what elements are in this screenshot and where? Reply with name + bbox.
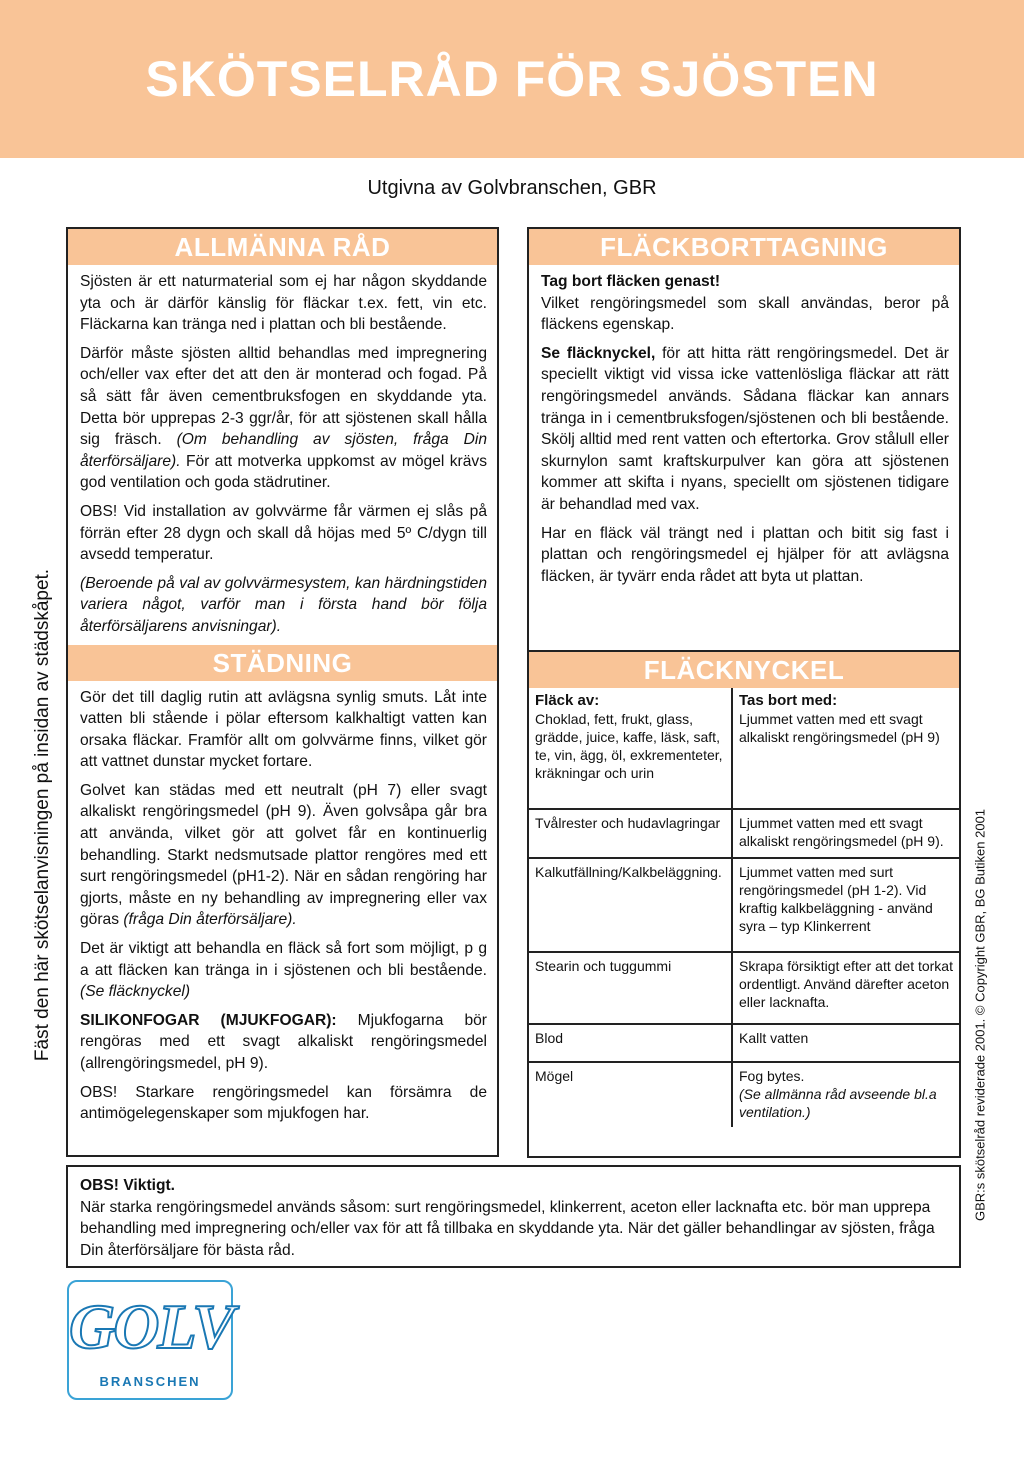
side-note-left-text: Fäst den här skötselanvisningen på insidan av städskåpet. bbox=[32, 568, 53, 1062]
paragraph-bold: SILIKONFOGAR (MJUKFOGAR): bbox=[80, 1011, 337, 1029]
section-heading-flackborttagning: FLÄCKBORTTAGNING bbox=[529, 229, 959, 265]
table-row bbox=[529, 1062, 959, 1127]
allmanna-rad-body bbox=[68, 265, 497, 638]
stadning-paragraph bbox=[80, 938, 487, 1003]
allmanna-rad-paragraph bbox=[80, 343, 487, 494]
table-row bbox=[529, 688, 959, 809]
flacknyckel-box bbox=[527, 652, 961, 1158]
obs-title: OBS! Viktigt. bbox=[80, 1177, 176, 1194]
paragraph-text: Därför måste sjösten alltid behandlas med impregnering och/eller vax efter det att den är monterad och fogad. På så sätt får även cementbruksfogen en skyddande yta. Detta bör upprepas 2-3 ggr/år, för att sjöstenen skall hålla sig fräsch. bbox=[80, 344, 487, 449]
remedy-note: (Se allmänna råd avseende bl.a ventilation.) bbox=[739, 1086, 937, 1120]
remedy-text: Ljummet vatten med ett svagt alkaliskt rengöringsmedel (pH 9) bbox=[739, 711, 940, 745]
table-cell-stain: Mögel bbox=[529, 1062, 732, 1127]
stain-text: Choklad, fett, frukt, glass, grädde, juice, kaffe, läsk, saft, te, vin, ägg, öl, exkrementeter, kräkningar och urin bbox=[535, 711, 723, 781]
obs-important-box bbox=[66, 1165, 961, 1268]
table-cell-stain: Tvålrester och hudavlagringar bbox=[529, 809, 732, 858]
table-row bbox=[529, 952, 959, 1024]
stadning-paragraph bbox=[80, 1010, 487, 1075]
column-header-remedy: Tas bort med: bbox=[739, 692, 838, 709]
flackborttagning-paragraph bbox=[541, 271, 949, 336]
stain-key-table bbox=[529, 688, 959, 1127]
table-cell-remedy bbox=[732, 1062, 959, 1127]
paragraph-italic: (Om behandling av sjösten, fråga Din återförsäljare). bbox=[80, 431, 487, 470]
stadning-body bbox=[68, 681, 497, 1125]
paragraph-text: för att hitta rätt rengöringsmedel. Det är speciellt viktigt vid vissa icke vattenlösliga fläckar att rätt rengöringsmedel används. Sådana fläckar kan annars tränga in i cementbruksfogen/sjöstenen och bli bestående. Skölj alltid med rent vatten och eftertorka. Grov stålull eller skurnylon samt kraftskurpulver kan göra att sjöstenen kommer att skifta i nyans, speciellt om sjöstenen tidigare är behandlad med vax. bbox=[541, 344, 949, 513]
section-heading-allmanna-rad: ALLMÄNNA RÅD bbox=[68, 229, 497, 265]
table-cell-stain: Kalkutfällning/Kalkbeläggning. bbox=[529, 858, 732, 952]
page-title: SKÖTSELRÅD FÖR SJÖSTEN bbox=[145, 51, 879, 107]
table-cell-stain: Stearin och tuggummi bbox=[529, 952, 732, 1024]
title-banner bbox=[0, 0, 1024, 158]
publisher-subtitle: Utgivna av Golvbranschen, GBR bbox=[367, 177, 657, 199]
table-cell-remedy: Skrapa försiktigt efter att det torkat ordentligt. Använd därefter aceton eller lacknafta. bbox=[732, 952, 959, 1024]
logo-subtext: BRANSCHEN bbox=[99, 1374, 201, 1389]
table-row bbox=[529, 809, 959, 858]
copyright-note-text: GBR:s skötselråd reviderade 2001. © Copyright GBR, BG Butiken 2001 bbox=[972, 808, 988, 1222]
flackborttagning-body bbox=[529, 265, 959, 587]
stadning-paragraph: Gör det till daglig rutin att avlägsna synlig smuts. Låt inte vatten bli stående i pölar eftersom kalkhaltigt vatten kan orsaka fläckar. Framför allt om golvvärme finns, vilket gör att vattnet dunstar mycket fortare. bbox=[80, 688, 487, 771]
paragraph-bold: Tag bort fläcken genast! bbox=[541, 273, 721, 290]
golvbranschen-logo bbox=[67, 1280, 233, 1400]
column-header-stain: Fläck av: bbox=[535, 692, 600, 709]
flackborttagning-paragraph: Har en fläck väl trängt ned i plattan och bitit sig fast i plattan och rengöringsmedel ej hjälper för att avlägsna fläcken, är tyvärr enda rådet att byta ut plattan. bbox=[541, 524, 949, 585]
table-cell-remedy: Ljummet vatten med ett svagt alkaliskt rengöringsmedel (pH 9). bbox=[732, 809, 959, 858]
paragraph-italic: (Beroende på val av golvvärmesystem, kan härdningstiden variera något, varför man i första hand bör följa återförsäljarens anvisningar). bbox=[80, 574, 487, 635]
stadning-paragraph bbox=[80, 780, 487, 931]
logo-wordmark: GOLV bbox=[69, 1291, 233, 1362]
paragraph-bold: Se fläcknyckel, bbox=[541, 344, 656, 362]
allmanna-rad-paragraph: OBS! Vid installation av golvvärme får värmen ej slås på förrän efter 28 dygn och skall då höjas med 5º C/dygn till avsedd temperatur. bbox=[80, 502, 487, 564]
obs-text: När starka rengöringsmedel används såsom: surt rengöringsmedel, klinkerrent, aceton eller lacknafta etc. bör man upprepa behandling med impregnering och/eller vax för att få tillbaka en skyddande yta. När det gäller behandlingar av sjösten, fråga Din återförsäljare för bästa råd. bbox=[80, 1198, 935, 1259]
table-cell-remedy: Kallt vatten bbox=[732, 1024, 959, 1062]
table-cell-remedy: Ljummet vatten med surt rengöringsmedel (pH 1-2). Vid kraftig kalkbeläggning - använd syra – typ Klinkerrent bbox=[732, 858, 959, 952]
allmanna-rad-paragraph bbox=[80, 573, 487, 638]
table-row bbox=[529, 1024, 959, 1062]
paragraph-text: Golvet kan städas med ett neutralt (pH 7) eller svagt alkaliskt rengöringsmedel (pH 9). Även golvsåpa går bra att använda, vilket gör att golvet får en kontinuerlig behandling. Starkt nedsmutsade plattor rengöres med ett surt rengöringsmedel (pH1-2). När en sådan rengöring har gjorts, måste en ny behandling av impregnering eller vax göras bbox=[80, 781, 487, 929]
allmanna-rad-paragraph: Sjösten är ett naturmaterial som ej har någon skyddande yta och är därför känslig för fläckar t.ex. fett, vin etc. Fläckarna kan tränga ned i plattan och bli bestående. bbox=[80, 273, 487, 334]
section-heading-flacknyckel: FLÄCKNYCKEL bbox=[529, 652, 959, 688]
paragraph-text: För att motverka uppkomst av mögel krävs god ventilation och goda städrutiner. bbox=[80, 452, 487, 492]
stadning-paragraph: OBS! Starkare rengöringsmedel kan försämra de antimögelegenskaper som mjukfogen har. bbox=[80, 1083, 487, 1123]
paragraph-text: Mjukfogarna bör rengöras med ett svagt alkaliskt rengöringsmedel (allrengöringsmedel, pH 9). bbox=[80, 1011, 487, 1072]
flackborttagning-paragraph bbox=[541, 343, 949, 516]
table-cell-remedy bbox=[732, 688, 959, 809]
left-column-box bbox=[66, 227, 499, 1157]
flackborttagning-box bbox=[527, 227, 961, 652]
remedy-text: Fog bytes. bbox=[739, 1068, 805, 1084]
paragraph-text: Vilket rengöringsmedel som skall användas, beror på fläckens egenskap. bbox=[541, 294, 949, 334]
table-cell-stain: Blod bbox=[529, 1024, 732, 1062]
paragraph-italic: (Se fläcknyckel) bbox=[80, 983, 191, 1001]
table-cell-stain bbox=[529, 688, 732, 809]
paragraph-text: Det är viktigt att behandla en fläck så fort som möjligt, p g a att fläcken kan tränga in i sjöstenen och bli bestående. bbox=[80, 940, 487, 979]
paragraph-italic: (fråga Din återförsäljare). bbox=[123, 911, 297, 929]
table-row bbox=[529, 858, 959, 952]
section-heading-stadning: STÄDNING bbox=[68, 645, 497, 681]
